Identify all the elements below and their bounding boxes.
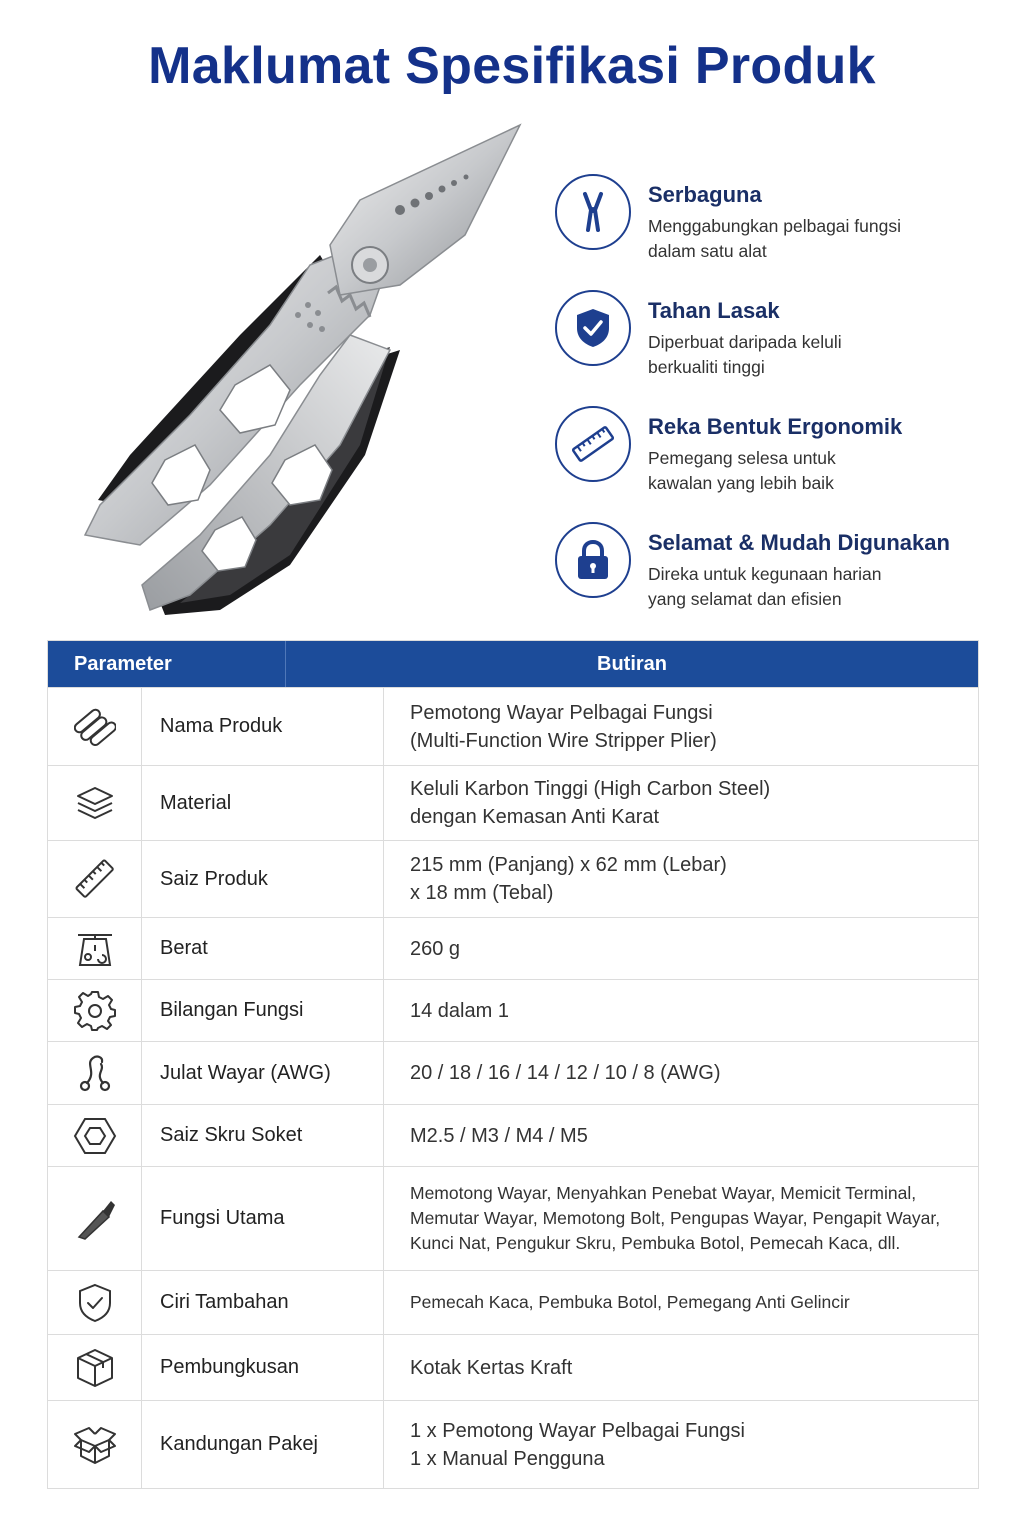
table-row [48,917,978,979]
feature-title: Selamat & Mudah Digunakan [648,530,950,555]
feature-desc: Menggabungkan pelbagai fungsi dalam satu alat [648,216,901,261]
shield-check-icon [48,1271,142,1334]
row-param: Material [142,766,384,840]
table-row [48,1104,978,1166]
table-row [48,1334,978,1400]
row-detail: 260 g [410,937,461,960]
table-row [48,1400,978,1488]
feature-selamat [553,520,993,620]
pliers-illustration [70,115,550,625]
row-param: Pembungkusan [142,1335,384,1400]
wire-icon [48,1042,142,1104]
row-detail: Keluli Karbon Tinggi (High Carbon Steel) dengan Kemasan Anti Karat [410,778,771,828]
spec-table [47,640,979,1489]
table-row [48,979,978,1041]
ruler-icon [555,406,631,482]
lock-icon [555,522,631,598]
scale-icon [48,918,142,979]
shield-check-icon [555,290,631,366]
row-detail: Memotong Wayar, Menyahkan Penebat Wayar, Memicit Terminal, Memutar Wayar, Memotong Bolt, Pengupas Wayar, Pengapit Wayar, Kunci Nat, Pengukur Skru, Pembuka Botol, Pemecah Kaca, dll. [410,1183,941,1253]
row-param: Saiz Produk [142,841,384,917]
feature-title: Tahan Lasak [648,298,780,323]
row-detail: Pemecah Kaca, Pembuka Botol, Pemegang Anti Gelincir [410,1292,850,1312]
row-detail: 20 / 18 / 16 / 14 / 12 / 10 / 8 (AWG) [410,1062,721,1084]
table-row [48,1041,978,1104]
table-row [48,765,978,840]
row-param: Berat [142,918,384,979]
table-header [48,641,978,687]
feature-desc: Diperbuat daripada keluli berkualiti tinggi [648,332,842,377]
feature-ergonomik [553,404,993,504]
row-param: Fungsi Utama [142,1167,384,1270]
row-param: Kandungan Pakej [142,1401,384,1488]
feature-serbaguna [553,172,993,272]
table-row [48,1166,978,1270]
row-detail: M2.5 / M3 / M4 / M5 [410,1124,588,1147]
pliers-icon [555,174,631,250]
row-param: Bilangan Fungsi [142,980,384,1041]
hex-nut-icon [48,1105,142,1166]
header-parameter: Parameter [48,641,286,687]
row-detail: Kotak Kertas Kraft [410,1356,573,1379]
layers-icon [48,766,142,840]
feature-desc: Direka untuk kegunaan harian yang selamat dan efisien [648,564,882,609]
page-title: Maklumat Spesifikasi Produk [148,37,876,95]
feature-title: Serbaguna [648,182,762,207]
open-box-icon [48,1401,142,1488]
table-row [48,840,978,917]
row-param: Nama Produk [142,688,384,765]
gear-icon [48,980,142,1041]
table-row [48,687,978,765]
row-detail: 14 dalam 1 [410,999,509,1022]
table-row [48,1270,978,1334]
row-detail: Pemotong Wayar Pelbagai Fungsi (Multi-Function Wire Stripper Plier) [410,701,717,752]
row-param: Ciri Tambahan [142,1271,384,1334]
row-detail: 215 mm (Panjang) x 62 mm (Lebar) x 18 mm (Tebal) [410,854,727,904]
product-image [70,115,550,625]
header-butiran: Butiran [597,652,667,675]
row-param: Julat Wayar (AWG) [142,1042,384,1104]
row-detail: 1 x Pemotong Wayar Pelbagai Fungsi 1 x Manual Pengguna [410,1419,745,1470]
box-icon [48,1335,142,1400]
feature-desc: Pemegang selesa untuk kawalan yang lebih baik [648,448,836,493]
knife-icon [48,1167,142,1270]
feature-tahan-lasak [553,288,993,388]
ruler-icon [48,841,142,917]
cylinders-icon [48,688,142,765]
feature-title: Reka Bentuk Ergonomik [648,414,903,439]
row-param: Saiz Skru Soket [142,1105,384,1166]
